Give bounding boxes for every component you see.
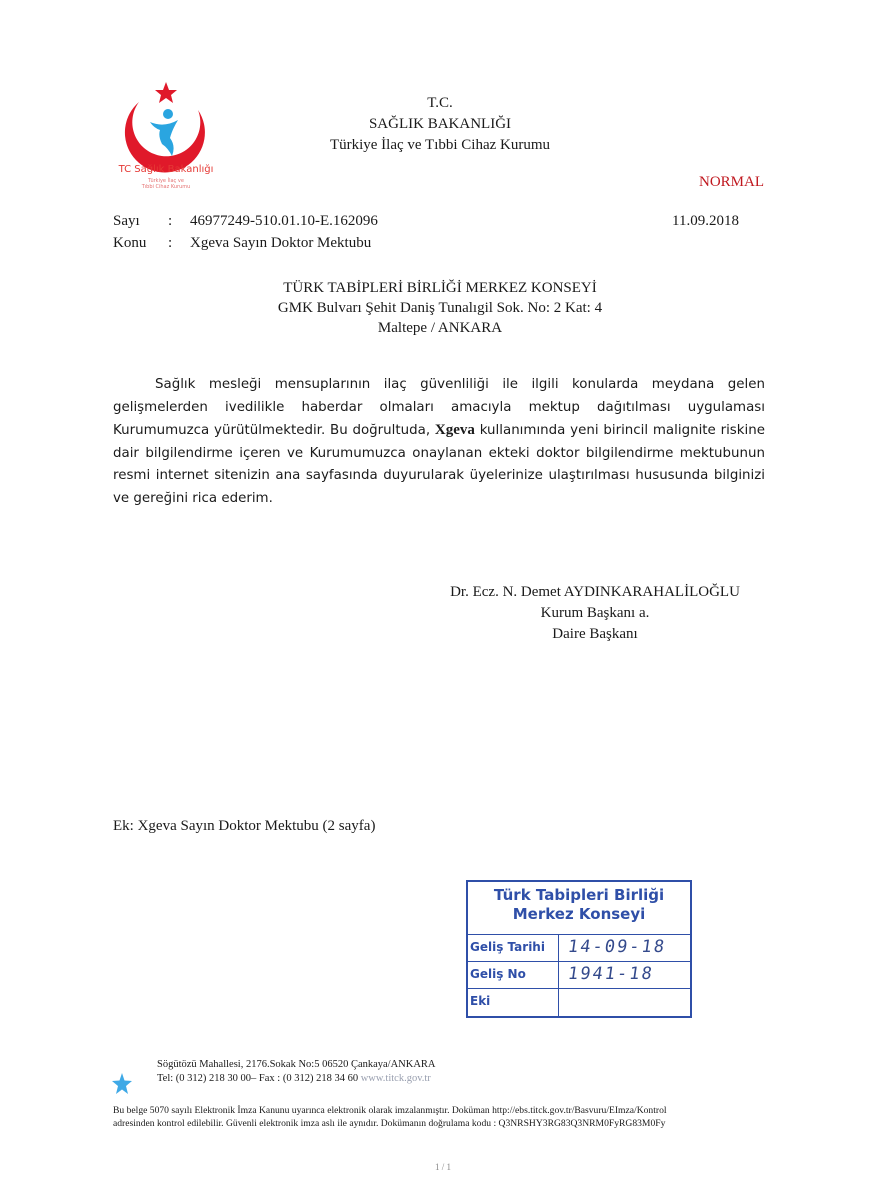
body-paragraph [113,374,765,510]
logo-subtitle [108,178,224,190]
logo-subtitle-line1: Türkiye İlaç ve [148,178,184,184]
stamp-date-value: 14-09-18 [566,937,668,957]
footer-contact [157,1073,431,1084]
document-date: 11.09.2018 [672,213,739,229]
footer-website-link[interactable]: www.titck.gov.tr [360,1073,431,1084]
sayi-value: 46977249-510.01.10-E.162096 [190,213,378,229]
receipt-stamp [466,880,692,1018]
stamp-row-number [468,961,690,989]
body-text-part2: kullanımında yeni birincil malignite riskine dair bilgilendirme içeren ve Kurumumuzca onaylanan ekteki doktor bilgilendirme mektubunun resmi internet sitenizin ana sayfasında duyurularak üyelerinize ulaştırılması hususunda bilginizi ve gereğini rica ederim. [113,423,765,506]
footer-legal-line2: adresinden kontrol edilebilir. Güvenli elektronik imza aslı ile aynıdır. Dokümanın doğrulama kodu : Q3NRSHY3RG83Q3NRM0FyRG83M0Fy [113,1118,666,1129]
logo-subtitle-line2: Tıbbi Cihaz Kurumu [141,184,191,190]
priority-label: NORMAL [698,174,764,190]
recipient-address: GMK Bulvarı Şehit Daniş Tunalıgil Sok. No: 2 Kat: 4 [277,300,603,316]
signatory-title2: Daire Başkanı [552,626,638,642]
header-agency: Türkiye İlaç ve Tıbbi Cihaz Kurumu [329,137,551,153]
stamp-attachment-label: Eki [470,994,491,1008]
signatory-name: Dr. Ecz. N. Demet AYDINKARAHALİLOĞLU [450,584,740,600]
konu-value: Xgeva Sayın Doktor Mektubu [190,235,372,251]
stamp-row-attachment [468,988,690,1016]
star-icon [110,1072,134,1096]
header-ministry: SAĞLIK BAKANLIĞI [368,116,512,132]
recipient-city: Maltepe / ANKARA [377,320,503,336]
stamp-title-line2: Merkez Konseyi [512,905,646,923]
stamp-number-value: 1941-18 [566,964,656,984]
footer-address: Sögütözü Mahallesi, 2176.Sokak No:5 06520 Çankaya/ANKARA [157,1059,436,1070]
body-text-part1: Sağlık mesleği mensuplarının ilaç güvenliliği ile ilgili konularda meydana gelen gelişmelerden ivedilikle haberdar olmaları amacıyla mektup dağıtılması uygulaması Kurumumuzca yürütülmektedir. Bu doğrultuda, [113,377,765,438]
stamp-title-line1: Türk Tabipleri Birliği [493,886,665,904]
konu-colon: : [168,235,173,251]
footer-legal-line1: Bu belge 5070 sayılı Elektronik İmza Kanunu uyarınca elektronik olarak imzalanmıştır. Doküman http://ebs.titck.gov.tr/Basvuru/EImza/Kontrol [113,1105,667,1116]
footer-phone: Tel: (0 312) 218 30 00– Fax : (0 312) 218 34 60 [157,1073,359,1084]
konu-label: Konu [113,235,147,251]
recipient-name: TÜRK TABİPLERİ BİRLİĞİ MERKEZ KONSEYİ [283,280,597,296]
signatory-title1: Kurum Başkanı a. [540,605,650,621]
header-tc: T.C. [427,95,453,111]
attachment-line: Ek: Xgeva Sayın Doktor Mektubu (2 sayfa) [113,818,376,834]
logo-name: TC Sağlık Bakanlığı [118,164,214,175]
body-drug-name: Xgeva [434,422,475,438]
stamp-row-date [468,934,690,962]
stamp-date-label: Geliş Tarihi [470,940,545,954]
stamp-number-label: Geliş No [470,967,526,981]
sayi-colon: : [168,213,173,229]
stamp-title [468,886,690,924]
sayi-label: Sayı [113,213,140,229]
page-number: 1 / 1 [434,1162,451,1172]
